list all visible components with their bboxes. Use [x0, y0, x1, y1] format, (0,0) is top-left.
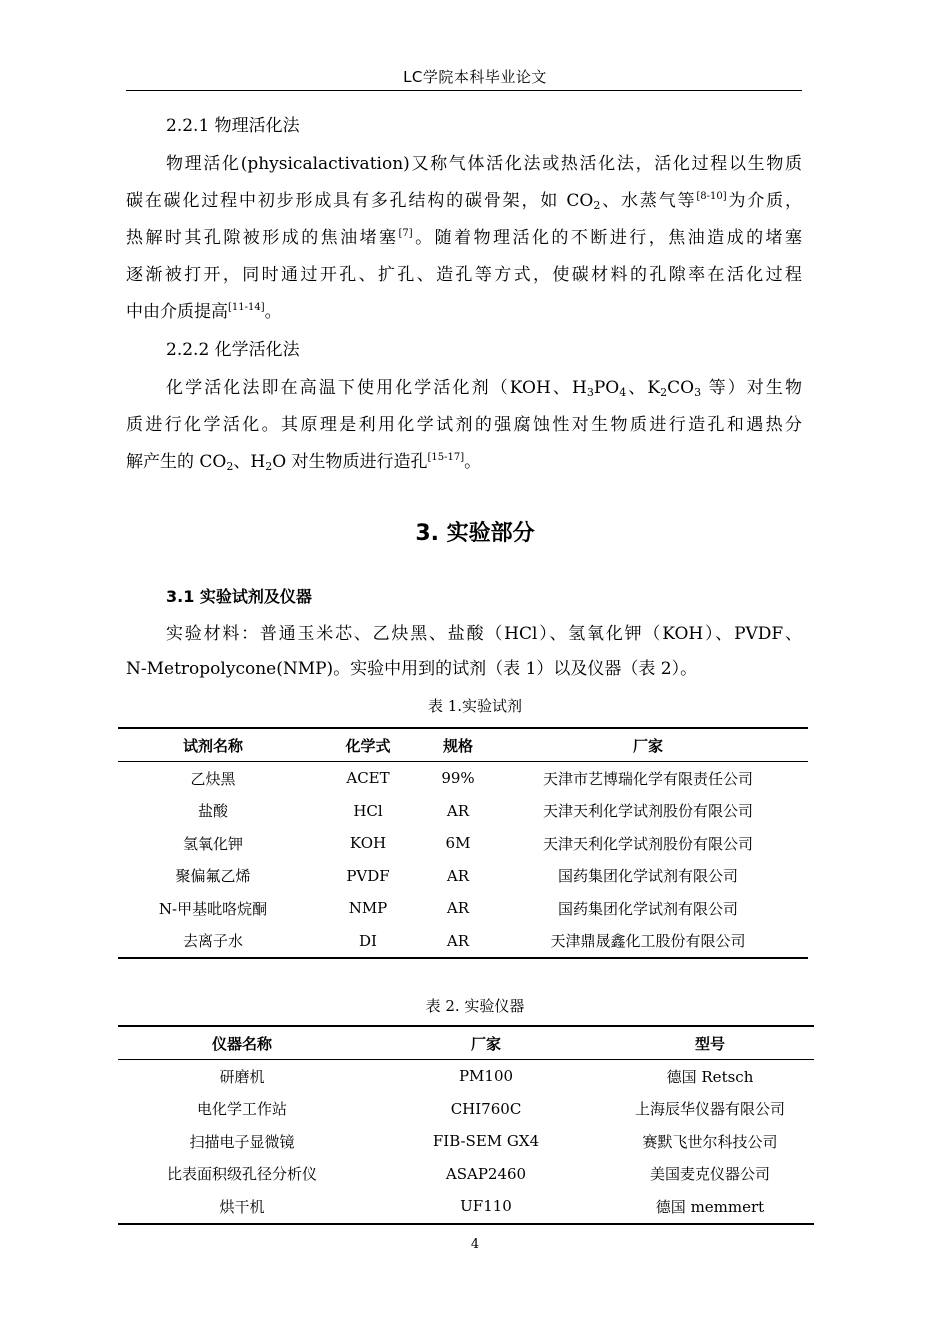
table-cell: 研磨机: [219, 1067, 265, 1086]
running-header: LC学院本科毕业论文: [403, 68, 547, 86]
subsection-title-3-1: 3.1 实验试剂及仪器: [166, 587, 312, 606]
page-number: 4: [470, 1237, 480, 1252]
table-cell: ASAP2460: [445, 1164, 527, 1183]
table-cell: AR: [446, 899, 470, 918]
column-header: 型号: [606, 1026, 814, 1060]
table-cell: 氢氧化钾: [182, 834, 243, 853]
paragraph-line: N-Metropolycone(NMP)。实验中用到的试剂（表 1）以及仪器（表 2）。: [126, 659, 698, 679]
column-header: 试剂名称: [118, 728, 308, 762]
subsection-heading-2-2-2: 2.2.2 化学活化法: [166, 340, 300, 360]
table-cell: PM100: [458, 1067, 514, 1086]
table-cell: 天津天利化学试剂股份有限公司: [542, 802, 753, 821]
table-cell: 德国 memmert: [606, 1190, 814, 1224]
column-header: 规格: [428, 728, 488, 762]
column-header: 厂家: [488, 728, 808, 762]
table-cell: 比表面积级孔径分析仪: [166, 1165, 317, 1184]
table-cell: AR: [446, 801, 470, 820]
citation: [11-14]: [228, 302, 265, 313]
table-cell: 国药集团化学试剂有限公司: [557, 899, 738, 918]
table-cell: AR: [446, 866, 470, 885]
section-2-2-2: [126, 339, 802, 479]
citation: [8-10]: [696, 191, 727, 202]
table-cell: 盐酸: [197, 802, 228, 821]
paragraph-line: 解产生的 $CO_2$、$H_2O$ 对生物质进行造孔[15-17]。: [126, 452, 482, 473]
table-cell: ACET: [346, 769, 390, 788]
table-header-row: [118, 728, 808, 762]
table-cell: 天津鼎晟鑫化工股份有限公司: [488, 925, 808, 959]
reagents-table: [118, 727, 808, 959]
citation: [15-17]: [427, 452, 465, 463]
table-cell: 去离子水: [118, 925, 308, 959]
paragraph-line: 中由介质提高[11-14]。: [126, 302, 282, 322]
table-cell: 美国麦克仪器公司: [649, 1165, 770, 1184]
table-cell: 电化学工作站: [196, 1100, 287, 1119]
paragraph-line: 热解时其孔隙被形成的焦油堵塞[7]。随着物理活化的不断进行，焦油造成的堵塞: [126, 228, 803, 248]
table-cell: 德国 Retsch: [666, 1067, 754, 1086]
table1-caption: 表 1.实验试剂: [427, 697, 523, 715]
table-row: [118, 1190, 814, 1224]
table-cell: KOH: [349, 834, 387, 853]
table-cell: 国药集团化学试剂有限公司: [557, 867, 738, 886]
section-title-3: 3. 实验部分: [415, 521, 535, 546]
table-cell: 聚偏氟乙烯: [175, 867, 251, 886]
table-cell: DI: [308, 925, 428, 959]
table-cell: 99%: [441, 769, 475, 788]
table-cell: 天津市艺博瑞化学有限责任公司: [542, 769, 753, 788]
citation: [7]: [398, 228, 413, 239]
table-cell: HCl: [353, 801, 383, 820]
paragraph-line: 化学活化法即在高温下使用化学活化剂（KOH、$H_3PO_4$、$K_2CO_3$ 等）对生物: [166, 378, 802, 399]
table-cell: 乙炔黑: [190, 769, 236, 788]
table-cell: NMP: [348, 899, 388, 918]
table-cell: CHI760C: [450, 1099, 522, 1118]
paragraph-line: 物理活化(physicalactivation)又称气体活化法或热活化法，活化过程以生物质: [166, 154, 802, 174]
table-cell: 上海辰华仪器有限公司: [634, 1100, 785, 1119]
table-row: [118, 1125, 814, 1158]
section-2-2-1: [126, 115, 802, 335]
table-cell: 天津天利化学试剂股份有限公司: [542, 834, 753, 853]
section-3-1-text: [126, 623, 802, 683]
paragraph-line: 逐渐被打开，同时通过开孔、扩孔、造孔等方式，使碳材料的孔隙率在活化过程: [126, 265, 802, 285]
instruments-table: [118, 1025, 814, 1225]
table-cell: N-甲基吡咯烷酮: [158, 899, 268, 918]
table-cell: 6M: [445, 834, 471, 853]
table-row: [118, 795, 808, 828]
column-header: 仪器名称: [118, 1026, 366, 1060]
table-row: [118, 827, 808, 860]
table-cell: 扫描电子显微镜: [189, 1132, 295, 1151]
table-cell: FIB-SEM GX4: [432, 1132, 540, 1151]
subsection-heading-2-2-1: 2.2.1 物理活化法: [166, 116, 300, 136]
paragraph-line: 碳在碳化过程中初步形成具有多孔结构的碳骨架，如 $CO_2$、水蒸气等[8-10]为介质，: [126, 191, 803, 212]
table-cell: AR: [428, 925, 488, 959]
table-row: [118, 1060, 814, 1093]
table-cell: UF110: [366, 1190, 606, 1224]
table-row: [118, 925, 808, 959]
table-cell: 烘干机: [118, 1190, 366, 1224]
table-row: [118, 892, 808, 925]
table-row: [118, 1093, 814, 1126]
table-row: [118, 860, 808, 893]
paragraph-line: 实验材料：普通玉米芯、乙炔黑、盐酸（HCl）、氢氧化钾（KOH）、PVDF、: [166, 624, 802, 644]
table-header-row: [118, 1026, 814, 1060]
table-row: [118, 1158, 814, 1191]
table2-caption: 表 2. 实验仪器: [425, 997, 525, 1015]
table-cell: 赛默飞世尔科技公司: [642, 1132, 778, 1151]
column-header: 化学式: [308, 728, 428, 762]
table-cell: PVDF: [346, 866, 390, 885]
paragraph-line: 质进行化学活化。其原理是利用化学试剂的强腐蚀性对生物质进行造孔和遇热分: [126, 415, 802, 435]
column-header: 厂家: [366, 1026, 606, 1060]
header-rule: [126, 90, 802, 91]
table-row: [118, 762, 808, 795]
